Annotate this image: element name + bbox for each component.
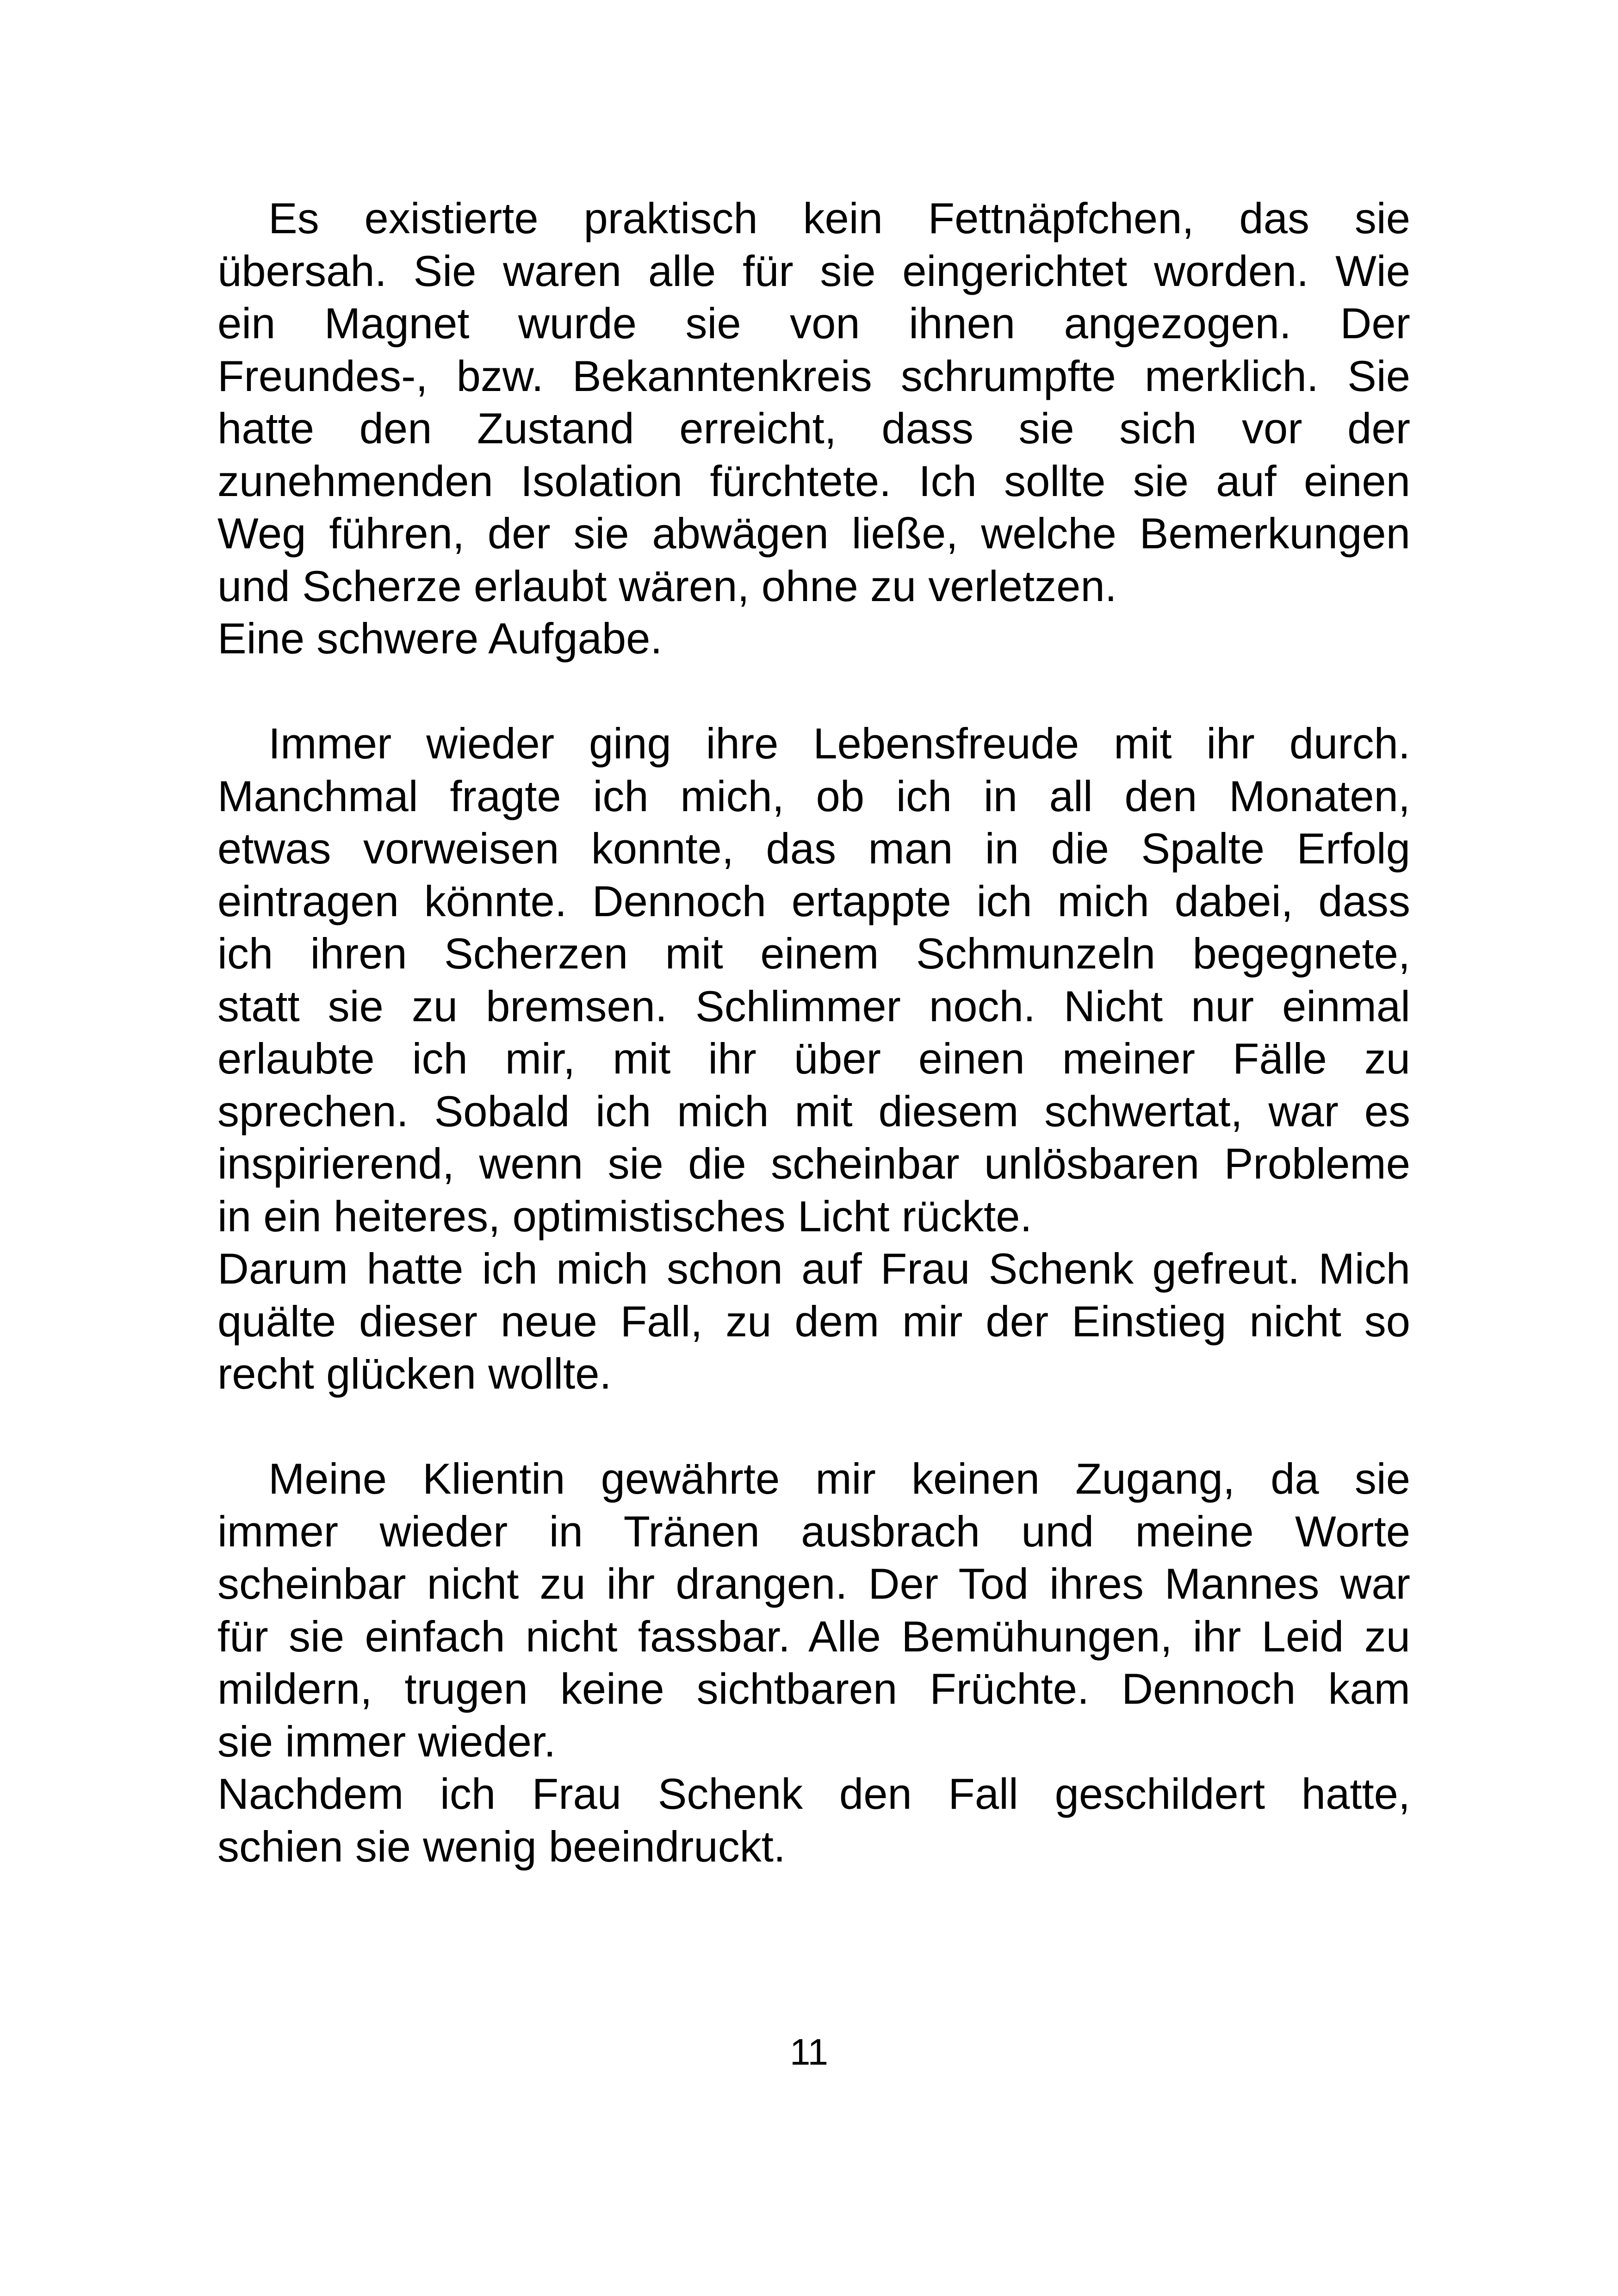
text-line: ein Magnet wurde sie von ihnen angezogen. Der: [217, 299, 1410, 348]
text-line: für sie einfach nicht fassbar. Alle Bemühungen, ihr Leid zu: [217, 1612, 1410, 1661]
text-line: quälte dieser neue Fall, zu dem mir der Einstieg nicht so: [217, 1297, 1410, 1346]
text-line: etwas vorweisen konnte, das man in die Spalte Erfolg: [217, 824, 1410, 873]
text-line: in ein heiteres, optimistisches Licht rückte.: [217, 1191, 1032, 1241]
text-line: übersah. Sie waren alle für sie eingerichtet worden. Wie: [217, 246, 1410, 295]
text-line: hatte den Zustand erreicht, dass sie sich vor der: [217, 404, 1410, 453]
text-line: und Scherze erlaubt wären, ohne zu verletzen.: [217, 561, 1117, 610]
text-line: Freundes-, bzw. Bekanntenkreis schrumpfte merklich. Sie: [217, 351, 1410, 400]
text-line: Weg führen, der sie abwägen ließe, welche Bemerkungen: [217, 509, 1410, 558]
text-line: Meine Klientin gewährte mir keinen Zugang, da sie: [268, 1454, 1410, 1503]
paragraph-gap: [217, 1400, 1410, 1453]
text-line: mildern, trugen keine sichtbaren Früchte. Dennoch kam: [217, 1664, 1410, 1713]
text-line: erlaubte ich mir, mit ihr über einen meiner Fälle zu: [217, 1034, 1410, 1083]
text-line: inspirierend, wenn sie die scheinbar unlösbaren Probleme: [217, 1139, 1410, 1188]
text-line: sprechen. Sobald ich mich mit diesem schwertat, war es: [217, 1086, 1410, 1136]
text-line: schien sie wenig beeindruckt.: [217, 1822, 786, 1871]
text-line: ich ihren Scherzen mit einem Schmunzeln begegnete,: [217, 929, 1410, 978]
page-number: 11: [789, 2031, 829, 2073]
body-text: [217, 192, 1410, 1873]
text-line: Eine schwere Aufgabe.: [217, 614, 663, 663]
text-line: Nachdem ich Frau Schenk den Fall geschildert hatte,: [217, 1769, 1410, 1818]
text-line: Immer wieder ging ihre Lebensfreude mit ihr durch.: [268, 719, 1410, 768]
text-line: sie immer wieder.: [217, 1717, 556, 1766]
text-line: Darum hatte ich mich schon auf Frau Schenk gefreut. Mich: [217, 1244, 1410, 1293]
text-line: Manchmal fragte ich mich, ob ich in all den Monaten,: [217, 771, 1410, 820]
text-line: Es existierte praktisch kein Fettnäpfchen, das sie: [268, 194, 1410, 242]
text-line: scheinbar nicht zu ihr drangen. Der Tod ihres Mannes war: [217, 1559, 1410, 1608]
paragraph-gap: [217, 665, 1410, 718]
text-line: statt sie zu bremsen. Schlimmer noch. Nicht nur einmal: [217, 981, 1410, 1030]
text-line: immer wieder in Tränen ausbrach und meine Worte: [217, 1507, 1410, 1556]
text-line: eintragen könnte. Dennoch ertappte ich mich dabei, dass: [217, 876, 1410, 925]
text-line: zunehmenden Isolation fürchtete. Ich sollte sie auf einen: [217, 456, 1410, 505]
text-line: recht glücken wollte.: [217, 1349, 612, 1398]
